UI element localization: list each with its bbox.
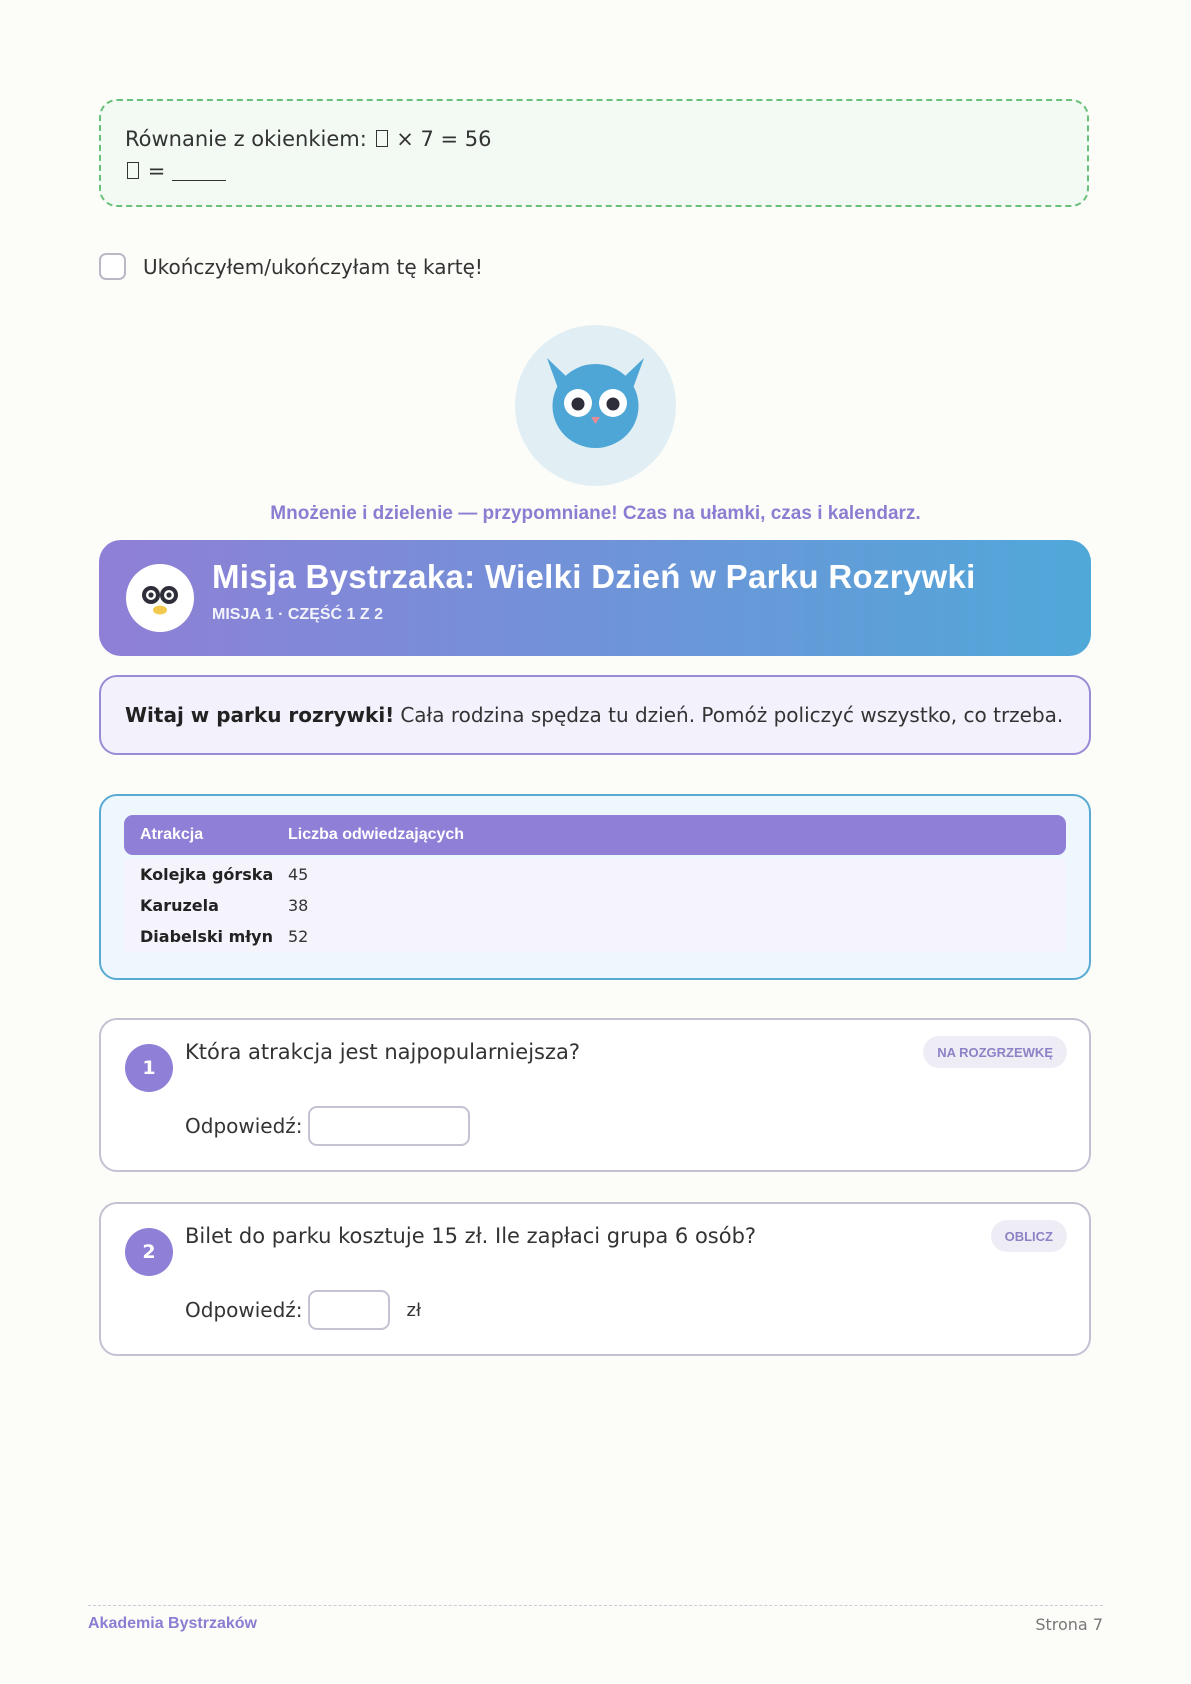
table-row <box>124 921 1066 952</box>
owl-icon <box>515 325 676 486</box>
table-row <box>124 890 1066 921</box>
table-header-cell: Liczba odwiedzających <box>288 826 465 843</box>
question-text: Która atrakcja jest najpopularniejsza? <box>185 1040 581 1064</box>
owl-mascot <box>515 325 676 486</box>
question-tag: OBLICZ <box>991 1220 1067 1252</box>
welcome-bold: Witaj w parku rozrywki! <box>125 703 395 727</box>
question-number: 2 <box>125 1228 173 1276</box>
table-cell: 52 <box>288 927 309 946</box>
equation-line-1 <box>125 123 1063 155</box>
answer-box-icon <box>127 162 139 179</box>
mission-title: Misja Bystrzaka: Wielki Dzień w Parku Rozrywki <box>212 558 976 595</box>
table-header <box>124 815 1066 855</box>
equation-prefix: Równanie z okienkiem: <box>125 127 367 151</box>
answer-row <box>185 1290 421 1330</box>
avatar <box>126 564 194 632</box>
answer-input[interactable] <box>308 1290 390 1330</box>
table-cell: Karuzela <box>140 896 219 915</box>
equation-box <box>99 99 1089 207</box>
table-cell: Diabelski młyn <box>140 927 273 946</box>
welcome-text: Cała rodzina spędza tu dzień. Pomóż policzyć wszystko, co trzeba. <box>400 703 1064 727</box>
question-number: 1 <box>125 1044 173 1092</box>
completion-checkbox[interactable] <box>99 253 126 280</box>
mission-part: MISJA 1 · CZĘŚĆ 1 Z 2 <box>212 606 383 623</box>
answer-unit: zł <box>406 1299 422 1321</box>
table-cell: 38 <box>288 896 309 915</box>
table-row <box>124 859 1066 890</box>
attractions-table <box>99 794 1091 980</box>
question-card <box>99 1018 1091 1172</box>
footer-brand: Akademia Bystrzaków <box>88 1615 257 1632</box>
mission-banner <box>99 540 1091 656</box>
owl-face-icon <box>126 564 194 632</box>
welcome-box <box>99 675 1091 755</box>
answer-blank[interactable] <box>172 162 226 181</box>
answer-label: Odpowiedź: <box>185 1298 303 1322</box>
page-number: Strona 7 <box>1035 1615 1103 1634</box>
table-header-cell: Atrakcja <box>140 826 204 843</box>
equation-line-2 <box>125 155 1063 187</box>
answer-row <box>185 1106 470 1146</box>
table-cell: Kolejka górska <box>140 865 274 884</box>
footer-divider <box>88 1605 1103 1606</box>
question-card <box>99 1202 1091 1356</box>
table-cell: 45 <box>288 865 309 884</box>
equation-equals: = <box>147 159 166 183</box>
completion-row[interactable] <box>99 253 483 280</box>
page-subtitle: Mnożenie i dzielenie — przypomniane! Czas na ułamki, czas i kalendarz. <box>270 503 921 524</box>
equation-rest: × 7 = 56 <box>396 127 492 151</box>
answer-box-icon <box>376 130 388 147</box>
answer-input[interactable] <box>308 1106 470 1146</box>
completion-label: Ukończyłem/ukończyłam tę kartę! <box>143 254 483 279</box>
question-tag: NA ROZGRZEWKĘ <box>923 1036 1067 1068</box>
answer-label: Odpowiedź: <box>185 1114 303 1138</box>
question-text: Bilet do parku kosztuje 15 zł. Ile zapłaci grupa 6 osób? <box>185 1224 757 1248</box>
